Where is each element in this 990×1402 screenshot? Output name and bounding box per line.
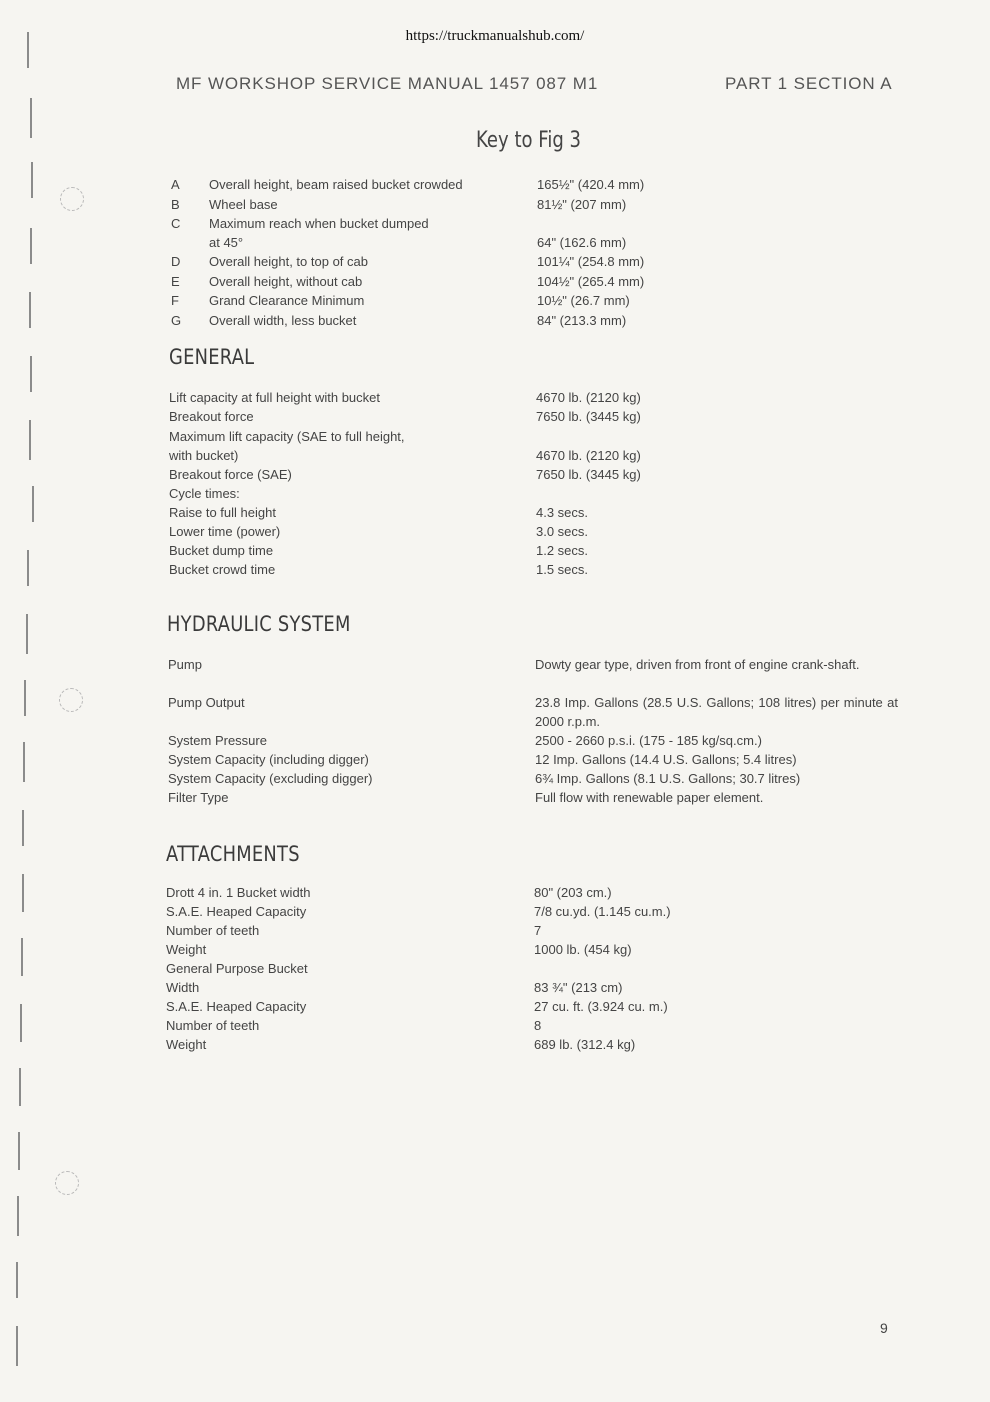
- binder-edge-mark: [20, 1004, 22, 1042]
- binder-edge-mark: [29, 292, 31, 328]
- spec-label: Pump: [168, 657, 202, 672]
- spec-value: 4670 lb. (2120 kg): [536, 390, 641, 405]
- spec-label: Filter Type: [168, 790, 229, 805]
- spec-label: S.A.E. Heaped Capacity: [166, 904, 307, 919]
- key-letter: B: [171, 197, 180, 212]
- spec-value: 7: [534, 923, 542, 938]
- page-number: 9: [880, 1320, 888, 1336]
- key-value: 84" (213.3 mm): [537, 313, 627, 328]
- spec-label: Raise to full height: [169, 505, 276, 520]
- spec-value: 1.5 secs.: [536, 562, 589, 577]
- spec-value: 8: [534, 1018, 542, 1033]
- binder-edge-mark: [17, 1196, 19, 1236]
- spec-label: Width: [166, 980, 200, 995]
- figure-key-title: Key to Fig 3: [476, 128, 582, 153]
- binder-edge-mark: [26, 614, 28, 654]
- key-value: 64" (162.6 mm): [537, 235, 627, 250]
- spec-value: 80" (203 cm.): [534, 885, 612, 900]
- spec-label: Pump Output: [168, 695, 245, 710]
- key-label: Grand Clearance Minimum: [209, 293, 365, 308]
- key-value: 104½" (265.4 mm): [537, 274, 645, 289]
- spec-label: General Purpose Bucket: [166, 961, 308, 976]
- key-value: 101¼" (254.8 mm): [537, 254, 645, 269]
- manual-title: MF WORKSHOP SERVICE MANUAL 1457 087 M1: [176, 74, 599, 93]
- key-letter: G: [171, 313, 182, 328]
- spec-label: Number of teeth: [166, 1018, 260, 1033]
- source-url: https://truckmanualshub.com/: [405, 28, 585, 44]
- spec-label: Weight: [166, 1037, 207, 1052]
- spec-label: Breakout force: [169, 409, 254, 424]
- section-heading-attachments: ATTACHMENTS: [166, 842, 300, 866]
- key-letter: F: [171, 293, 179, 308]
- spec-label: Number of teeth: [166, 923, 260, 938]
- spec-label: System Capacity (excluding digger): [168, 771, 373, 786]
- binder-edge-mark: [22, 874, 24, 912]
- spec-label: Lower time (power): [169, 524, 281, 539]
- key-value: 10½" (26.7 mm): [537, 293, 630, 308]
- punch-hole: [60, 187, 84, 211]
- spec-value: 23.8 Imp. Gallons (28.5 U.S. Gallons; 108 litres) per minute at 2000 r.p.m.: [535, 695, 898, 729]
- spec-label: Cycle times:: [169, 486, 240, 501]
- section-heading-hydraulic: HYDRAULIC SYSTEM: [167, 612, 351, 636]
- spec-value: 83 ¾" (213 cm): [534, 980, 623, 995]
- key-label: Wheel base: [209, 197, 278, 212]
- spec-value: Full flow with renewable paper element.: [535, 790, 764, 805]
- binder-edge-mark: [31, 162, 33, 198]
- binder-edge-mark: [19, 1068, 21, 1106]
- spec-label: with bucket): [169, 448, 239, 463]
- key-label: at 45°: [209, 235, 244, 250]
- binder-edge-mark: [29, 420, 31, 460]
- binder-edge-mark: [24, 680, 26, 716]
- binder-edge-mark: [30, 356, 32, 392]
- key-label: Overall width, less bucket: [209, 313, 357, 328]
- spec-label: Lift capacity at full height with bucket: [169, 390, 381, 405]
- spec-label: Drott 4 in. 1 Bucket width: [166, 885, 311, 900]
- spec-value: 27 cu. ft. (3.924 cu. m.): [534, 999, 668, 1014]
- binder-edge-mark: [22, 810, 24, 846]
- binder-edge-mark: [23, 742, 25, 782]
- punch-hole: [55, 1171, 79, 1195]
- key-label: Overall height, without cab: [209, 274, 363, 289]
- spec-value: 1.2 secs.: [536, 543, 589, 558]
- spec-label: Bucket dump time: [169, 543, 274, 558]
- punch-hole: [59, 688, 83, 712]
- key-value: 81½" (207 mm): [537, 197, 627, 212]
- spec-value: 6¾ Imp. Gallons (8.1 U.S. Gallons; 30.7 litres): [535, 771, 801, 786]
- key-letter: A: [171, 177, 180, 192]
- spec-label: Breakout force (SAE): [169, 467, 292, 482]
- spec-value: 7/8 cu.yd. (1.145 cu.m.): [534, 904, 671, 919]
- spec-label: S.A.E. Heaped Capacity: [166, 999, 307, 1014]
- key-letter: D: [171, 254, 181, 269]
- spec-label: Bucket crowd time: [169, 562, 276, 577]
- spec-value: 4.3 secs.: [536, 505, 589, 520]
- binder-edge-mark: [16, 1262, 18, 1298]
- binder-edge-mark: [30, 98, 32, 138]
- part-section: PART 1 SECTION A: [725, 74, 893, 93]
- spec-label: System Capacity (including digger): [168, 752, 369, 767]
- spec-value: 4670 lb. (2120 kg): [536, 448, 641, 463]
- binder-edge-mark: [18, 1132, 20, 1170]
- binder-edge-mark: [32, 486, 34, 522]
- spec-value: 3.0 secs.: [536, 524, 589, 539]
- key-letter: C: [171, 216, 181, 231]
- binder-edge-mark: [21, 938, 23, 976]
- spec-value: 7650 lb. (3445 kg): [536, 409, 641, 424]
- binder-edge-mark: [16, 1326, 18, 1366]
- spec-value: 7650 lb. (3445 kg): [536, 467, 641, 482]
- key-label: Overall height, to top of cab: [209, 254, 368, 269]
- spec-value: 2500 - 2660 p.s.i. (175 - 185 kg/sq.cm.): [535, 733, 762, 748]
- section-heading-general: GENERAL: [169, 345, 255, 369]
- spec-value: 689 lb. (312.4 kg): [534, 1037, 636, 1052]
- spec-label: Maximum lift capacity (SAE to full height,: [169, 429, 405, 444]
- spec-value: 12 Imp. Gallons (14.4 U.S. Gallons; 5.4 litres): [535, 752, 797, 767]
- spec-value: Dowty gear type, driven from front of engine crank-shaft.: [535, 657, 860, 672]
- spec-label: System Pressure: [168, 733, 267, 748]
- key-value: 165½" (420.4 mm): [537, 177, 645, 192]
- key-letter: E: [171, 274, 180, 289]
- key-label: Maximum reach when bucket dumped: [209, 216, 429, 231]
- key-label: Overall height, beam raised bucket crowded: [209, 177, 463, 192]
- spec-label: Weight: [166, 942, 207, 957]
- binder-edge-mark: [27, 550, 29, 586]
- spec-value: 1000 lb. (454 kg): [534, 942, 632, 957]
- binder-edge-mark: [30, 228, 32, 264]
